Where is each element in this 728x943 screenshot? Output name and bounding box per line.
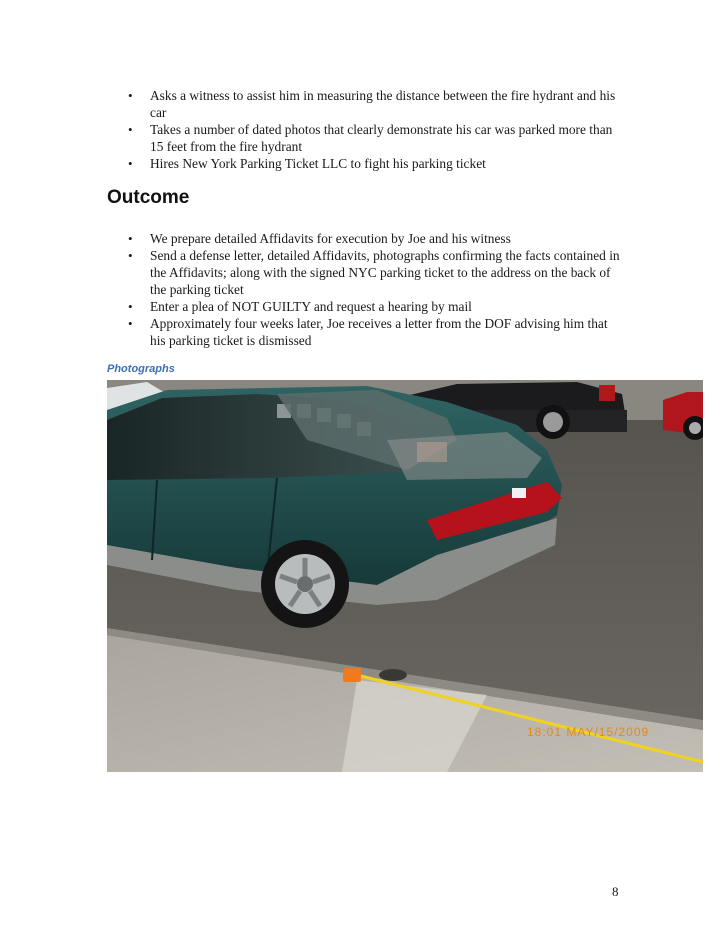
bullet-icon: • xyxy=(128,299,133,314)
bullet-icon: • xyxy=(128,156,133,171)
list-item-text: Send a defense letter, detailed Affidavits, photographs confirming the facts contained in the Affidavits; along with the signed NYC parking ticket to the address on the back of the parking ticket xyxy=(150,248,620,297)
photos-caption: Photographs xyxy=(107,363,175,375)
outcome-list xyxy=(120,230,620,349)
list-item-text: Hires New York Parking Ticket LLC to fight his parking ticket xyxy=(150,156,486,171)
list-item xyxy=(120,298,620,315)
bullet-icon: • xyxy=(128,231,133,246)
page-number: 8 xyxy=(612,884,619,899)
bullet-icon: • xyxy=(128,88,133,103)
list-item xyxy=(120,315,620,349)
bullet-icon: • xyxy=(128,248,133,263)
manhole-cover xyxy=(379,669,407,681)
list-item-text: Takes a number of dated photos that clearly demonstrate his car was parked more than 15 feet from the fire hydrant xyxy=(150,122,613,154)
steps-list xyxy=(120,87,620,172)
list-item-text: We prepare detailed Affidavits for execution by Joe and his witness xyxy=(150,231,511,246)
bullet-icon: • xyxy=(128,122,133,137)
list-item xyxy=(120,87,620,121)
car-photo xyxy=(107,380,703,772)
list-item xyxy=(120,121,620,155)
list-item-text: Asks a witness to assist him in measuring the distance between the fire hydrant and his car xyxy=(150,88,616,120)
list-item-text: Approximately four weeks later, Joe receives a letter from the DOF advising him that his parking ticket is dismissed xyxy=(150,316,608,348)
bullet-icon: • xyxy=(128,316,133,331)
list-item-text: Enter a plea of NOT GUILTY and request a hearing by mail xyxy=(150,299,472,314)
list-item xyxy=(120,155,620,172)
list-item xyxy=(120,230,620,247)
list-item xyxy=(120,247,620,298)
photo-timestamp: 18:01 MAY/15/2009 xyxy=(527,725,650,739)
outcome-heading: Outcome xyxy=(107,187,190,208)
